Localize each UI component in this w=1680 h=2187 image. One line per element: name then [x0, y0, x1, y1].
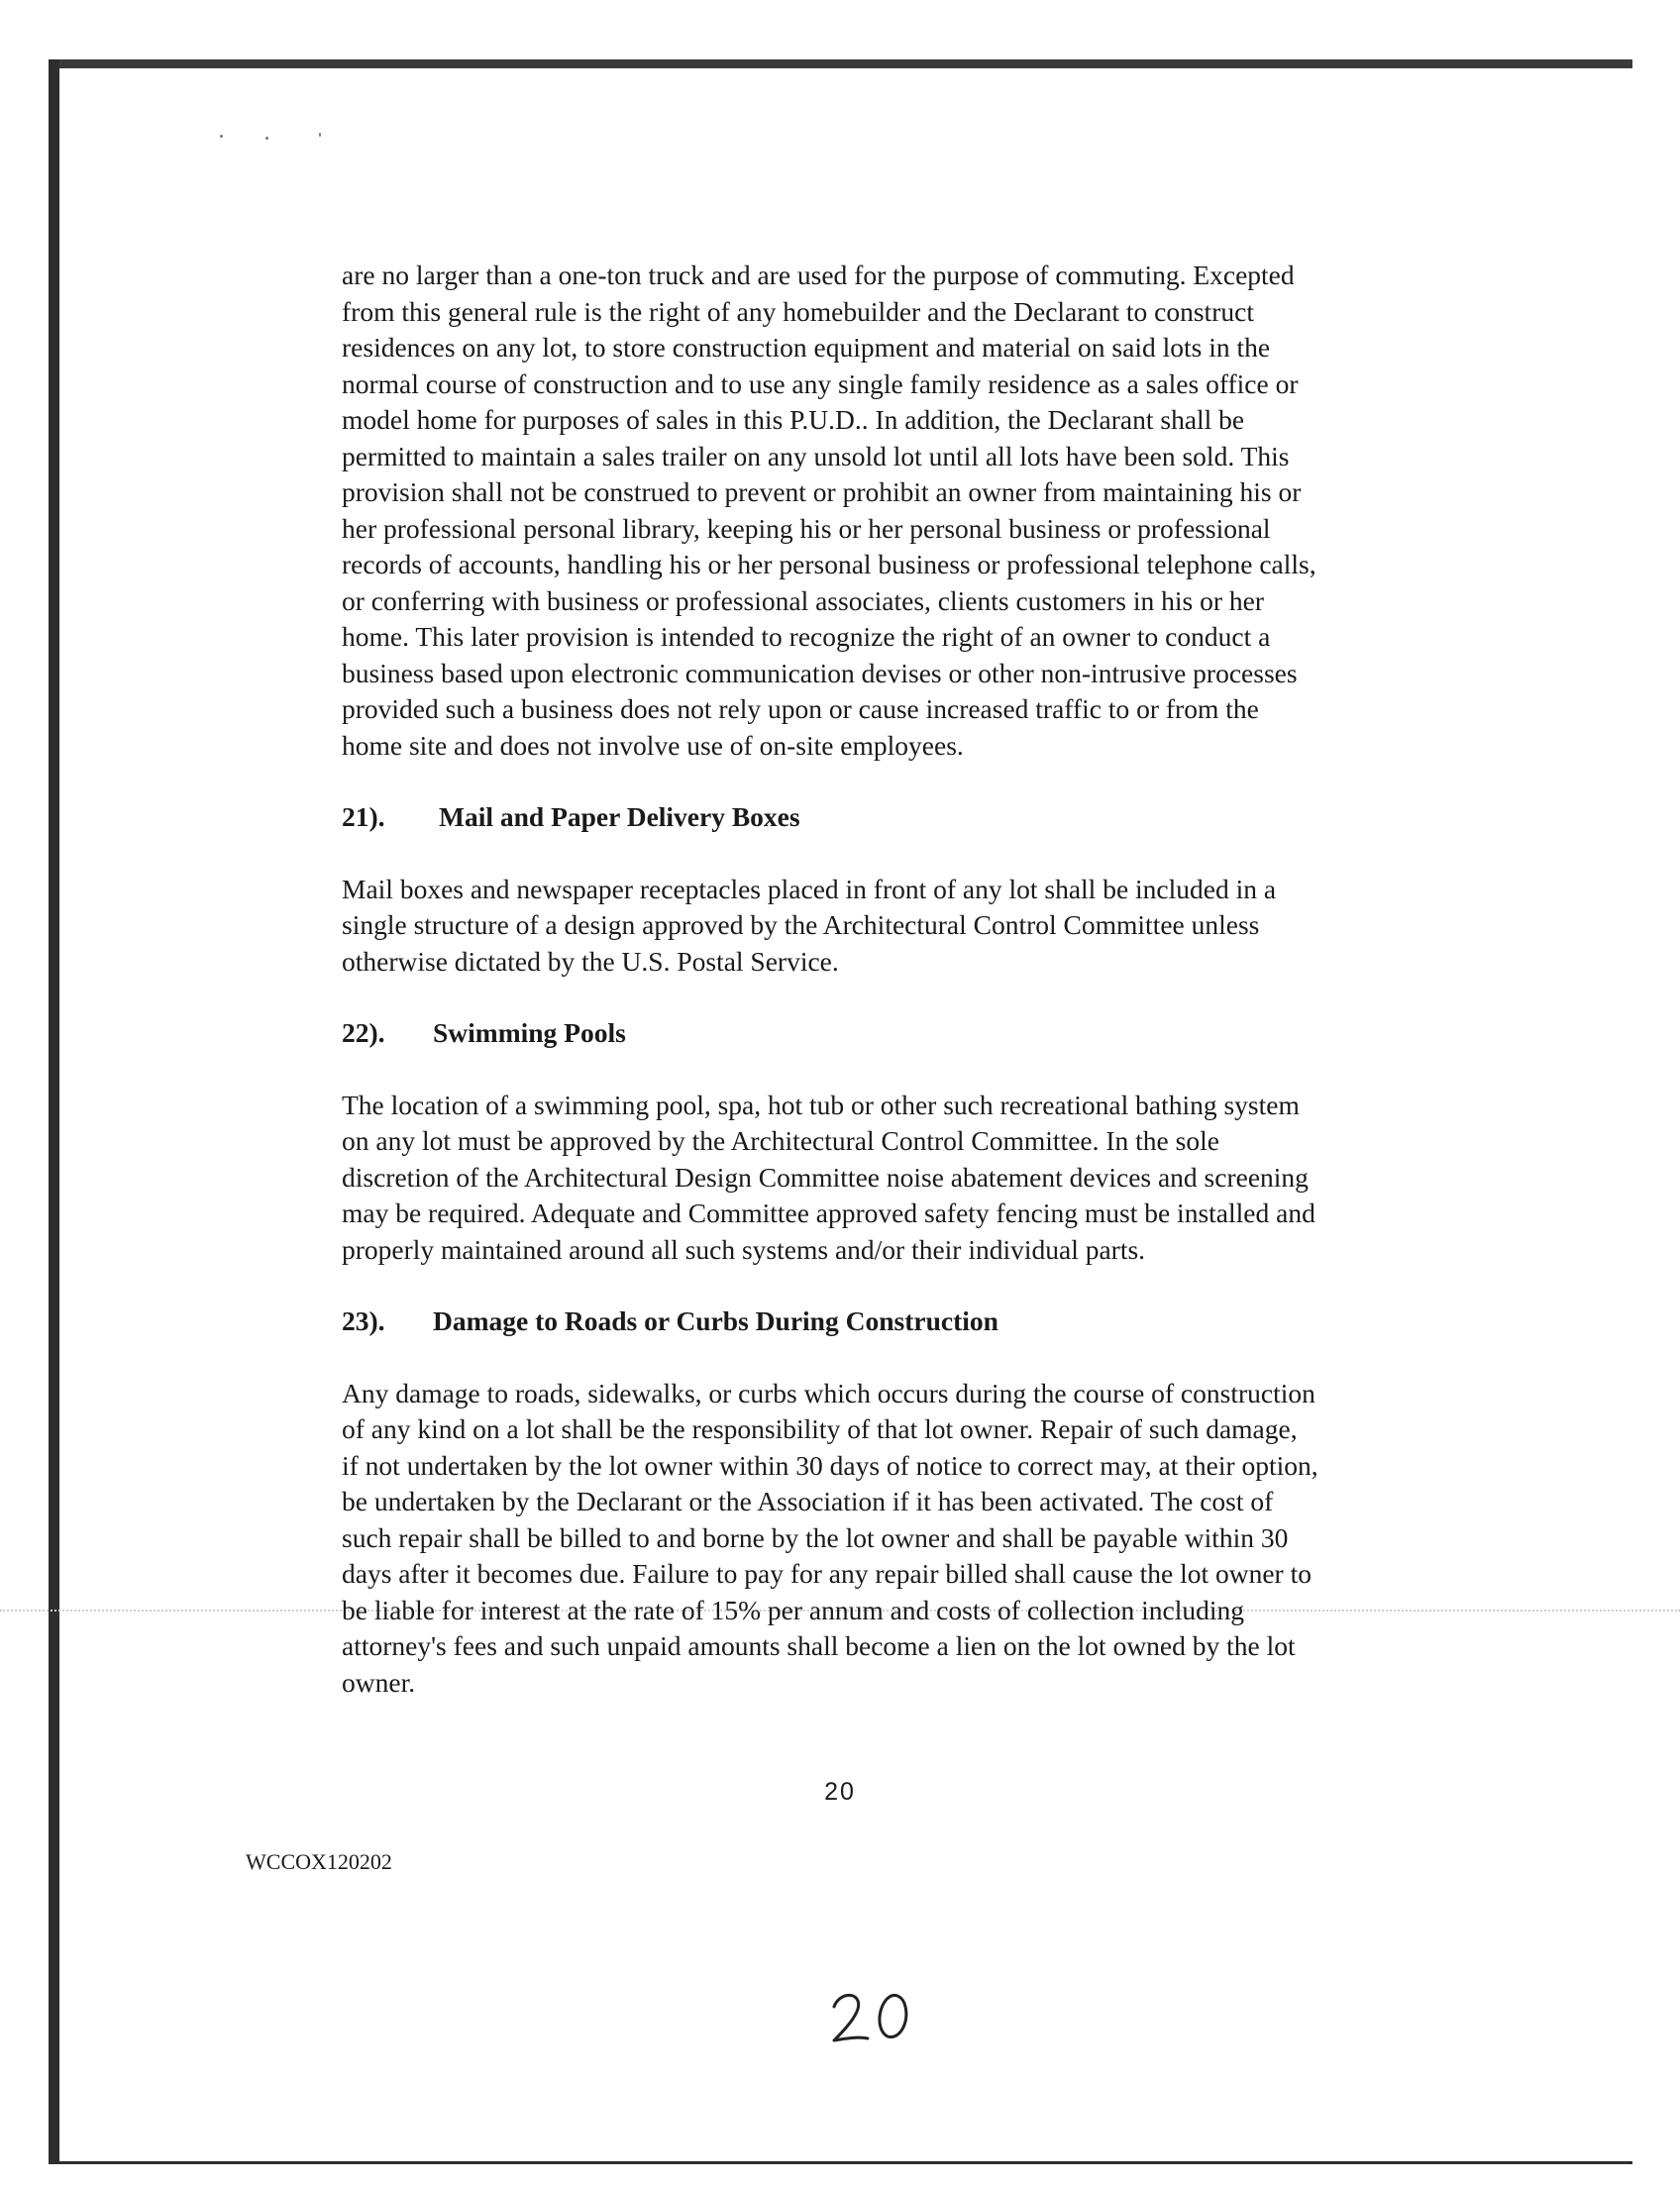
section-23-paragraph	[342, 1376, 1476, 1702]
text-line: her professional personal library, keeping his or her personal business or professional	[342, 512, 1271, 544]
section-title: Swimming Pools	[433, 1017, 626, 1048]
text-line: be liable for interest at the rate of 15% per annum and costs of collection including	[342, 1594, 1245, 1625]
text-line: days after it becomes due. Failure to pay for any repair billed shall cause the lot owner to	[342, 1558, 1312, 1589]
section-heading-22	[342, 1015, 1476, 1052]
text-line: owner.	[342, 1666, 416, 1698]
text-line: normal course of construction and to use any single family residence as a sales office or	[342, 367, 1299, 399]
text-line: records of accounts, handling his or her personal business or professional telephone calls,	[342, 549, 1316, 579]
handwritten-page-mark	[824, 1979, 933, 2063]
handwritten-20-drawing	[824, 1979, 933, 2058]
text-line: The location of a swimming pool, spa, hot tub or other such recreational bathing system	[342, 1089, 1300, 1120]
intro-paragraph	[342, 258, 1476, 764]
section-title: Mail and Paper Delivery Boxes	[439, 801, 800, 832]
text-line: be undertaken by the Declarant or the Association if it has been activated. The cost of	[342, 1486, 1274, 1516]
text-line: properly maintained around all such systems and/or their individual parts.	[342, 1233, 1146, 1265]
text-line: provided such a business does not rely upon or cause increased traffic to or from the	[342, 693, 1259, 724]
section-title: Damage to Roads or Curbs During Construction	[433, 1305, 998, 1336]
section-heading-21	[342, 799, 1476, 836]
text-line: discretion of the Architectural Design Committee noise abatement devices and screening	[342, 1161, 1309, 1193]
text-line: on any lot must be approved by the Architectural Control Committee. In the sole	[342, 1125, 1219, 1156]
scan-speck	[220, 135, 223, 138]
scan-border-top	[52, 59, 1632, 68]
text-line: home. This later provision is intended to recognize the right of an owner to conduct a	[342, 621, 1271, 652]
section-heading-23	[342, 1303, 1476, 1340]
text-line: such repair shall be billed to and borne by the lot owner and shall be payable within 30	[342, 1521, 1289, 1553]
text-line: single structure of a design approved by the Architectural Control Committee unless	[342, 909, 1260, 940]
text-line: may be required. Adequate and Committee approved safety fencing must be installed and	[342, 1198, 1315, 1228]
section-number: 21).	[342, 801, 385, 832]
document-id: WCCOX120202	[246, 1849, 392, 1874]
text-line: provision shall not be construed to prevent or prohibit an owner from maintaining his or	[342, 476, 1302, 507]
section-22-paragraph	[342, 1088, 1476, 1269]
scan-speck	[265, 137, 268, 140]
scan-speck	[319, 133, 321, 137]
text-line: otherwise dictated by the U.S. Postal Service.	[342, 945, 839, 977]
text-line: if not undertaken by the lot owner within 30 days of notice to correct may, at their option,	[342, 1449, 1318, 1481]
text-line: are no larger than a one-ton truck and are used for the purpose of commuting. Excepted	[342, 260, 1295, 290]
text-line: business based upon electronic communication devises or other non-intrusive processes	[342, 657, 1298, 688]
text-line: of any kind on a lot shall be the responsibility of that lot owner. Repair of such damage,	[342, 1413, 1298, 1444]
text-line: model home for purposes of sales in this P.U.D.. In addition, the Declarant shall be	[342, 404, 1245, 435]
section-number: 22).	[342, 1017, 385, 1048]
text-line: permitted to maintain a sales trailer on any unsold lot until all lots have been sold. This	[342, 440, 1290, 471]
text-line: attorney's fees and such unpaid amounts shall become a lien on the lot owned by the lot	[342, 1630, 1296, 1661]
scan-border-left	[49, 59, 59, 2164]
scan-border-bottom	[52, 2161, 1632, 2164]
page-number: 20	[824, 1778, 856, 1806]
section-number: 23).	[342, 1305, 385, 1336]
text-line: or conferring with business or professional associates, clients customers in his or her	[342, 584, 1264, 616]
document-body	[342, 258, 1476, 1701]
text-line: from this general rule is the right of any homebuilder and the Declarant to construct	[342, 295, 1254, 327]
text-line: residences on any lot, to store construction equipment and material on said lots in the	[342, 332, 1271, 363]
text-line: Any damage to roads, sidewalks, or curbs which occurs during the course of construction	[342, 1377, 1315, 1408]
section-21-paragraph	[342, 872, 1476, 981]
text-line: Mail boxes and newspaper receptacles placed in front of any lot shall be included in a	[342, 873, 1277, 904]
text-line: home site and does not involve use of on-site employees.	[342, 729, 964, 761]
